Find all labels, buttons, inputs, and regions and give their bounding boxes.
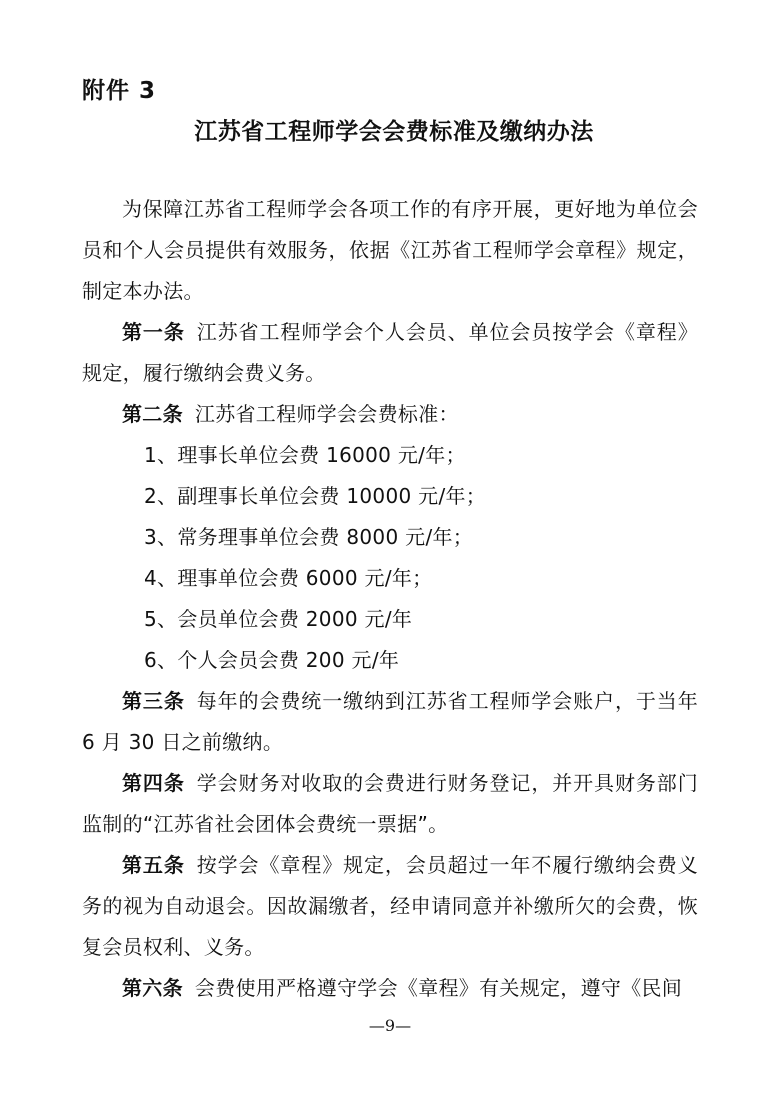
article-label: 第二条	[122, 402, 183, 426]
article-text: 江苏省工程师学会会费标准：	[194, 402, 459, 426]
fee-item: 4、理事单位会费 6000 元/年；	[144, 566, 433, 590]
fee-item: 6、个人会员会费 200 元/年	[144, 648, 400, 672]
article-label: 第一条	[122, 320, 185, 344]
article-6	[82, 968, 698, 1009]
document-body	[82, 189, 698, 1009]
article-text: 江苏省工程师学会个人会员、单位会员按学会《章程》规定，履行缴纳会费义务。	[82, 320, 698, 385]
fee-item: 5、会员单位会费 2000 元/年	[144, 607, 413, 631]
article-label: 第五条	[122, 853, 185, 877]
fee-item: 3、常务理事单位会费 8000 元/年；	[144, 525, 474, 549]
fee-item: 1、理事长单位会费 16000 元/年；	[144, 443, 466, 467]
attachment-label: 附件 3	[82, 78, 157, 104]
page-number: —9—	[368, 1016, 412, 1035]
intro-paragraph: 为保障江苏省工程师学会各项工作的有序开展，更好地为单位会员和个人会员提供有效服务，依据《江苏省工程师学会章程》规定，制定本办法。	[82, 197, 698, 303]
article-5	[82, 845, 698, 968]
article-2	[82, 394, 698, 435]
fee-item: 2、副理事长单位会费 10000 元/年；	[144, 484, 487, 508]
article-label: 第三条	[122, 689, 185, 713]
article-4	[82, 763, 698, 845]
article-text: 学会财务对收取的会费进行财务登记，并开具财务部门监制的“江苏省社会团体会费统一票据”。	[82, 771, 698, 836]
article-text: 每年的会费统一缴纳到江苏省工程师学会账户，于当年 6 月 30 日之前缴纳。	[82, 689, 698, 754]
document-title: 江苏省工程师学会会费标准及缴纳办法	[194, 119, 594, 145]
article-text: 按学会《章程》规定，会员超过一年不履行缴纳会费义务的视为自动退会。因故漏缴者，经申请同意并补缴所欠的会费，恢复会员权利、义务。	[82, 853, 698, 959]
article-label: 第四条	[122, 771, 185, 795]
article-3	[82, 681, 698, 763]
article-label: 第六条	[122, 976, 183, 1000]
article-text: 会费使用严格遵守学会《章程》有关规定，遵守《民间	[194, 976, 683, 1000]
article-1	[82, 312, 698, 394]
